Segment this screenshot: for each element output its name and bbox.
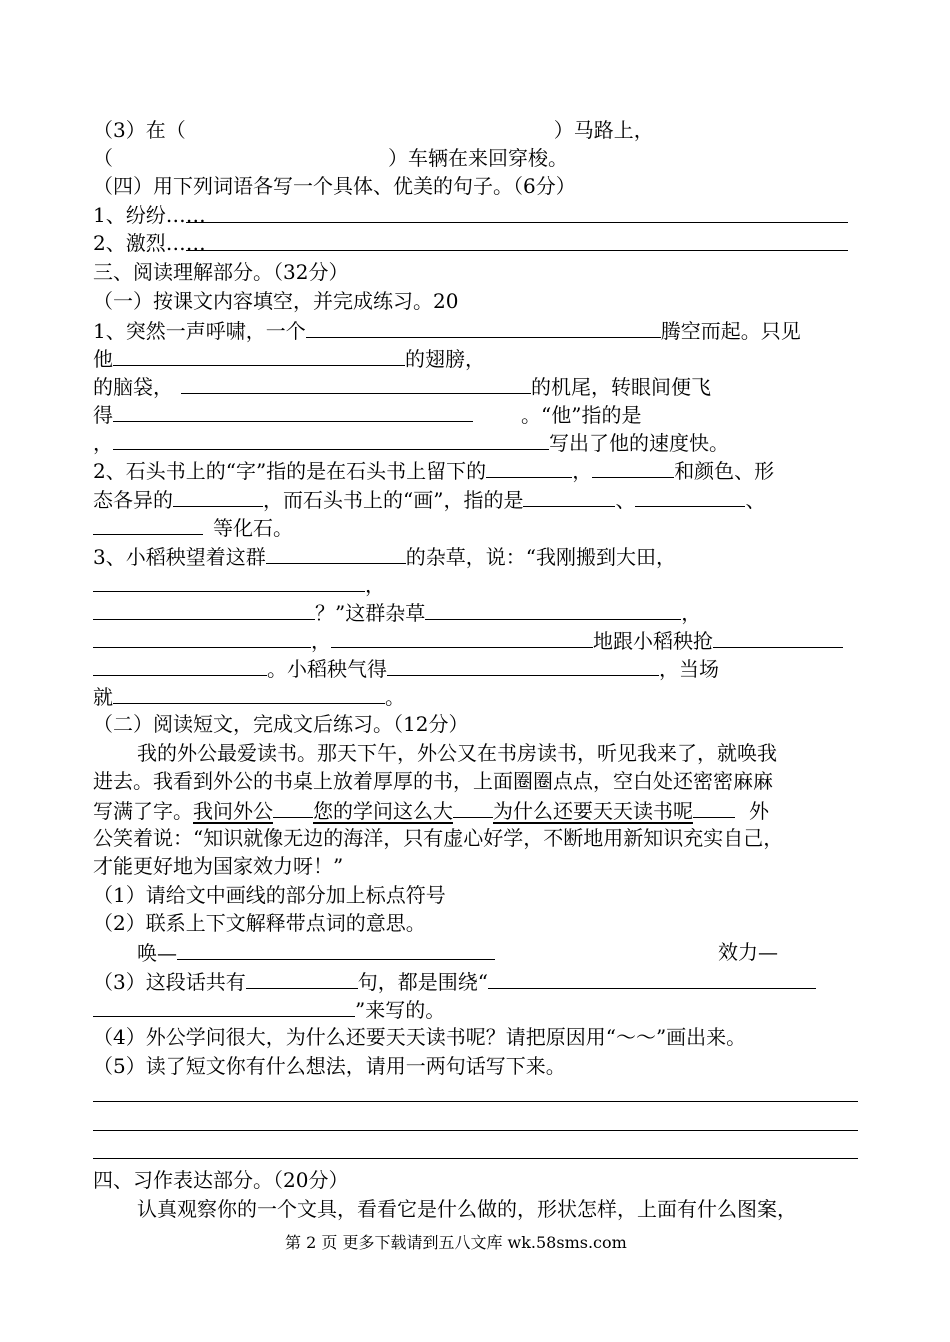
word-1-label: 1、纷纷…… <box>93 203 206 227</box>
word-2-answer-line[interactable] <box>186 250 848 251</box>
p1-e: 的脑袋， <box>93 375 173 399</box>
answer-line-2[interactable] <box>93 1130 858 1131</box>
p1-f: 的机尾，转眼间便飞 <box>531 375 711 399</box>
p2-f: 、 <box>615 488 636 512</box>
p2-c: 和颜色、形 <box>674 459 775 483</box>
p1-line3 <box>93 374 711 399</box>
p2-blank-3[interactable] <box>173 487 263 507</box>
p1-i: ， <box>93 431 113 455</box>
p2-h: 等化石。 <box>213 516 293 540</box>
xiaoli-label: 效力— <box>718 940 778 964</box>
p1-line2 <box>93 346 485 371</box>
page-footer: 第 2 页 更多下载请到五八文库 wk.58sms.com <box>285 1233 627 1252</box>
part3-heading: 三、阅读理解部分。（32分） <box>93 260 349 284</box>
question-2-a <box>137 940 495 965</box>
para3-b: 外 <box>749 799 769 823</box>
para-line-4: 公笑着说：“知识就像无边的海洋，只有虚心好学，不断地用新知识充实自己， <box>93 826 784 850</box>
word-2-label: 2、激烈…… <box>93 231 206 255</box>
q3-line2 <box>93 146 568 170</box>
p3-a: 3、小稻秧望着这群 <box>93 545 266 569</box>
question-3-line2 <box>93 997 445 1022</box>
underlined-phrase-2: 您的学问这么大 <box>313 799 453 823</box>
essay-prompt: 认真观察你的一个文具，看看它是什么做的，形状怎样，上面有什么图案， <box>137 1197 797 1221</box>
p3-g: 地跟小稻秧抢 <box>593 629 713 653</box>
p3-blank-6[interactable] <box>331 628 593 648</box>
sub2-heading: （二）阅读短文，完成文后练习。（12分） <box>93 712 469 736</box>
p2-g: 、 <box>745 488 766 512</box>
p2-blank-5[interactable] <box>635 487 745 507</box>
p3-blank-2[interactable] <box>93 572 365 592</box>
punct-blank-2[interactable] <box>453 798 493 818</box>
p1-h: 。“他”指的是 <box>521 403 642 427</box>
p1-line4 <box>93 402 641 427</box>
p2-e: ，而石头书上的“画”，指的是 <box>263 488 524 512</box>
p3-blank-10[interactable] <box>113 684 385 704</box>
p1-b: 腾空而起。只见 <box>660 319 801 343</box>
punct-blank-3[interactable] <box>693 798 735 818</box>
p1-j: 写出了他的速度快。 <box>549 431 729 455</box>
question-2-b <box>718 940 778 964</box>
p2-blank-6[interactable] <box>93 515 203 535</box>
p3-blank-5[interactable] <box>93 628 311 648</box>
sub1-heading: （一）按课文内容填空，并完成练习。20 <box>93 289 459 313</box>
q3-blank-theme-2[interactable] <box>93 997 355 1017</box>
para-line-3 <box>93 798 769 823</box>
q3-mid: ）马路上， <box>553 118 654 142</box>
p2-line3 <box>93 515 293 540</box>
p2-a: 2、石头书上的“字”指的是在石头书上留下的 <box>93 459 487 483</box>
para-line-2: 进去。我看到外公的书桌上放着厚厚的书，上面圈圈点点，空白处还密密麻麻 <box>93 769 773 793</box>
p3-line5 <box>93 656 719 681</box>
p3-k: 。 <box>385 685 405 709</box>
answer-line-1[interactable] <box>93 1101 858 1102</box>
p2-d: 态各异的 <box>93 488 173 512</box>
p2-line1 <box>93 458 774 483</box>
underlined-phrase-3: 为什么还要天天读书呢 <box>493 799 693 823</box>
p3-i: ，当场 <box>659 657 719 681</box>
part4-heading: 四、习作表达部分。（20分） <box>93 1168 349 1192</box>
p2-blank-1[interactable] <box>486 458 572 478</box>
p3-blank-8[interactable] <box>93 656 267 676</box>
p3-e: ， <box>681 601 702 625</box>
q3-prefix: （3）在（ <box>93 118 186 142</box>
p3-h: 。小稻秧气得 <box>267 657 387 681</box>
p3-line2 <box>93 572 385 597</box>
p3-f: ， <box>311 629 331 653</box>
question-3-line1 <box>93 969 816 994</box>
p3-c: ， <box>365 573 385 597</box>
p3-blank-7[interactable] <box>713 628 843 648</box>
p3-j: 就 <box>93 685 113 709</box>
p3-blank-4[interactable] <box>425 600 681 620</box>
p1-blank-1[interactable] <box>306 318 661 338</box>
para-line-1: 我的外公最爱读书。那天下午，外公又在书房读书，听见我来了，就唤我 <box>137 741 777 765</box>
p3-line4 <box>93 628 843 653</box>
p3-b: 的杂草，说：“我刚搬到大田， <box>405 545 676 569</box>
p1-blank-3[interactable] <box>181 374 531 394</box>
underlined-phrase-1: 我问外公 <box>193 799 273 823</box>
p2-line2 <box>93 487 765 512</box>
p1-line1 <box>93 318 801 343</box>
word-line-1 <box>93 203 206 227</box>
p3-line6 <box>93 684 405 709</box>
p1-c: 他 <box>93 347 113 371</box>
question-1: （1）请给文中画线的部分加上标点符号 <box>93 883 446 907</box>
p1-blank-5[interactable] <box>113 430 549 450</box>
p1-g: 得 <box>93 403 113 427</box>
answer-line-3[interactable] <box>93 1158 858 1159</box>
p2-blank-4[interactable] <box>523 487 615 507</box>
punct-blank-1[interactable] <box>273 798 313 818</box>
p1-d: 的翅膀， <box>405 347 485 371</box>
q3-line1 <box>93 118 654 142</box>
p3-line1 <box>93 544 676 569</box>
q3-c: ”来写的。 <box>355 998 446 1022</box>
p1-blank-4[interactable] <box>113 402 473 422</box>
p1-blank-2[interactable] <box>113 346 405 366</box>
p3-line3 <box>93 600 701 625</box>
q3-blank-count[interactable] <box>246 969 358 989</box>
q3-line2-tail: ）车辆在来回穿梭。 <box>388 146 568 170</box>
p3-blank-9[interactable] <box>387 656 659 676</box>
word-line-2 <box>93 231 206 255</box>
q3-line2-open: （ <box>93 146 113 170</box>
p3-d: ？”这群杂草 <box>315 601 426 625</box>
question-2: （2）联系上下文解释带点词的意思。 <box>93 911 426 935</box>
q3-a: （3）这段话共有 <box>93 970 246 994</box>
question-5: （5）读了短文你有什么想法，请用一两句话写下来。 <box>93 1054 566 1078</box>
huan-label: 唤— <box>137 941 177 965</box>
huan-blank[interactable] <box>177 940 495 960</box>
q3-b: 句，都是围绕“ <box>357 970 488 994</box>
p2-blank-2[interactable] <box>592 458 674 478</box>
para3-a: 写满了字。 <box>93 799 193 823</box>
word-1-answer-line[interactable] <box>186 222 848 223</box>
para-line-5: 才能更好地为国家效力呀！” <box>93 854 344 878</box>
p1-a: 1、突然一声呼啸，一个 <box>93 319 306 343</box>
p3-blank-3[interactable] <box>93 600 315 620</box>
question-4: （4）外公学问很大，为什么还要天天读书呢？请把原因用“～～”画出来。 <box>93 1025 747 1049</box>
q3-blank-theme-1[interactable] <box>488 969 816 989</box>
section4-heading: （四）用下列词语各写一个具体、优美的句子。（6分） <box>93 174 576 198</box>
p2-b: ， <box>572 459 593 483</box>
p3-blank-1[interactable] <box>266 544 406 564</box>
p1-line5 <box>93 430 729 455</box>
